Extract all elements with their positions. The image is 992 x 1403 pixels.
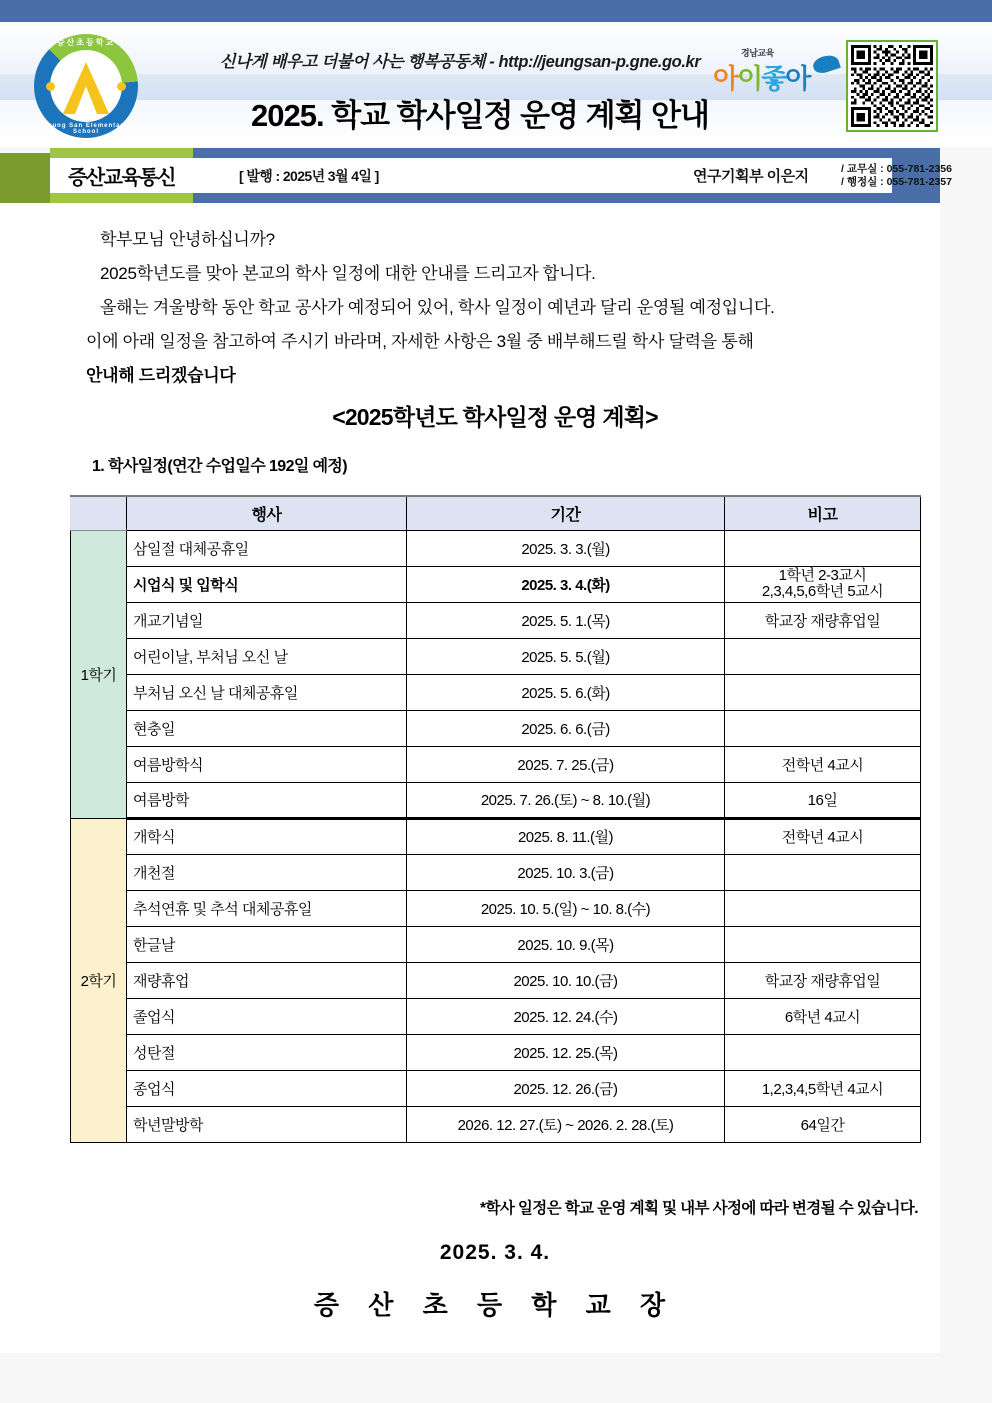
period-cell: 2025. 12. 26.(금)	[407, 1070, 725, 1106]
note-cell: 1,2,3,4,5학년 4교시	[725, 1070, 921, 1106]
section-label: 1. 학사일정(연간 수업일수 192일 예정)	[92, 458, 348, 475]
intro-line-1: 학부모님 안녕하십니까?	[100, 230, 275, 249]
event-name-cell: 시업식 및 입학식	[127, 566, 407, 602]
event-name-cell: 여름방학식	[127, 746, 407, 782]
phone-numbers	[841, 163, 952, 189]
newsletter-info	[193, 158, 952, 193]
gne-logo-word	[713, 57, 809, 96]
intro-line-2: 2025학년도를 맞아 본교의 학사 일정에 대한 안내를 드리고자 합니다.	[100, 264, 596, 283]
note-cell: 전학년 4교시	[725, 746, 921, 782]
qr-code-icon	[851, 45, 933, 127]
left-green-block	[0, 153, 50, 203]
period-cell: 2025. 5. 1.(목)	[407, 602, 725, 638]
note-cell	[725, 854, 921, 890]
event-name-cell: 개천절	[127, 854, 407, 890]
event-name-cell: 추석연휴 및 추석 대체공휴일	[127, 890, 407, 926]
table-row	[71, 998, 921, 1034]
period-cell: 2025. 6. 6.(금)	[407, 710, 725, 746]
note-cell	[725, 638, 921, 674]
event-name-cell: 부처님 오신 날 대체공휴일	[127, 674, 407, 710]
table-header-period: 기간	[407, 496, 725, 530]
issue-date: [ 발행 : 2025년 3월 4일 ]	[239, 167, 379, 184]
gne-char-1: 아	[713, 64, 738, 94]
note-line-2: 2,3,4,5,6학년 5교시	[761, 583, 884, 600]
table-row	[71, 674, 921, 710]
period-cell: 2025. 5. 5.(월)	[407, 638, 725, 674]
event-name-cell: 학년말방학	[127, 1106, 407, 1142]
emblem-dot-left	[46, 82, 55, 91]
period-cell: 2026. 12. 27.(토) ~ 2026. 2. 28.(토)	[407, 1106, 725, 1142]
event-name-cell: 졸업식	[127, 998, 407, 1034]
gne-char-2: 이	[737, 64, 762, 94]
table-row	[71, 1070, 921, 1106]
event-name-cell: 종업식	[127, 1070, 407, 1106]
table-row	[71, 782, 921, 818]
note-cell: 학교장 재량휴업일	[725, 962, 921, 998]
event-name-cell: 개교기념일	[127, 602, 407, 638]
event-name-cell: 여름방학	[127, 782, 407, 818]
plan-title: <2025학년도 학사일정 운영 계획>	[332, 404, 658, 430]
top-blue-strip	[0, 0, 992, 22]
period-cell: 2025. 10. 5.(일) ~ 10. 8.(수)	[407, 890, 725, 926]
note-cell: 6학년 4교시	[725, 998, 921, 1034]
emblem-mountain-notch	[75, 86, 97, 114]
signature-date: 2025. 3. 4.	[439, 1241, 551, 1264]
subbar-blue-top	[193, 148, 940, 158]
period-cell: 2025. 5. 6.(화)	[407, 674, 725, 710]
period-cell: 2025. 7. 26.(토) ~ 8. 10.(월)	[407, 782, 725, 818]
note-cell	[725, 530, 921, 566]
page-title: 2025. 학교 학사일정 운영 계획 안내	[251, 98, 709, 133]
table-row	[71, 962, 921, 998]
table-body	[71, 530, 921, 1142]
table-row	[71, 926, 921, 962]
gne-logo-subtitle: 경남교육	[741, 48, 774, 58]
gne-education-logo	[713, 46, 835, 102]
phone-admin: / 행정실 : 055-781-2357	[841, 175, 952, 188]
table-row	[71, 638, 921, 674]
period-cell: 2025. 8. 11.(월)	[407, 818, 725, 854]
note-cell	[725, 674, 921, 710]
intro-paragraphs	[86, 223, 916, 393]
event-name-cell: 개학식	[127, 818, 407, 854]
event-name-cell: 재량휴업	[127, 962, 407, 998]
table-row	[71, 854, 921, 890]
note-cell	[725, 710, 921, 746]
emblem-bottom-text: Jeung San Elementary School	[43, 123, 129, 135]
event-name-cell: 삼일절 대체공휴일	[127, 530, 407, 566]
note-cell	[725, 926, 921, 962]
table-row	[71, 530, 921, 566]
document-sheet	[50, 203, 940, 1353]
event-name-cell: 성탄절	[127, 1034, 407, 1070]
period-cell: 2025. 10. 3.(금)	[407, 854, 725, 890]
event-name-cell: 한글날	[127, 926, 407, 962]
school-emblem-icon	[34, 34, 138, 138]
signature-name: 증 산 초 등 학 교 장	[313, 1290, 677, 1320]
table-row	[71, 1034, 921, 1070]
table-row	[71, 1106, 921, 1142]
newsletter-nameplate: 증산교육통신	[50, 158, 193, 193]
note-cell: 전학년 4교시	[725, 818, 921, 854]
period-cell: 2025. 10. 9.(목)	[407, 926, 725, 962]
footnote: *학사 일정은 학교 운영 계획 및 내부 사정에 따라 변경될 수 있습니다.	[480, 1200, 918, 1217]
event-name-cell: 현충일	[127, 710, 407, 746]
table-head	[71, 496, 921, 530]
semester-label-cell: 2학기	[71, 818, 127, 1142]
subbar-blue-bottom	[193, 193, 940, 203]
subbar-green-bottom	[50, 193, 193, 203]
event-name-cell: 어린이날, 부처님 오신 날	[127, 638, 407, 674]
phone-office: / 교무실 : 055-781-2356	[841, 162, 952, 175]
subbar-green-top	[50, 148, 193, 158]
note-line-1: 1학년 2-3교시	[778, 567, 867, 584]
table-header-note: 비고	[725, 496, 921, 530]
table-header-event: 행사	[127, 496, 407, 530]
note-cell: 64일간	[725, 1106, 921, 1142]
period-cell: 2025. 3. 3.(월)	[407, 530, 725, 566]
table-row	[71, 710, 921, 746]
gne-char-3: 좋	[761, 64, 786, 94]
newsletter-subbar	[50, 148, 952, 203]
period-cell: 2025. 12. 25.(목)	[407, 1034, 725, 1070]
semester-label-cell: 1학기	[71, 530, 127, 818]
academic-calendar-table	[70, 495, 921, 1143]
left-margin	[0, 203, 50, 1353]
note-cell	[725, 1034, 921, 1070]
table-row	[71, 566, 921, 602]
table-row	[71, 602, 921, 638]
gne-logo-swoosh-icon	[811, 52, 841, 75]
intro-line-5: 안내해 드리겠습니다	[86, 366, 236, 385]
intro-line-4: 이에 아래 일정을 참고하여 주시기 바라며, 자세한 사항은 3월 중 배부해드릴 학사 달력을 통해	[86, 332, 754, 351]
masthead	[0, 22, 992, 147]
period-cell: 2025. 7. 25.(금)	[407, 746, 725, 782]
intro-line-3: 올해는 겨울방학 동안 학교 공사가 예정되어 있어, 학사 일정이 예년과 달리 운영될 예정입니다.	[100, 298, 775, 317]
department-contact: 연구기획부 이은지	[693, 168, 809, 185]
table-row	[71, 746, 921, 782]
note-cell	[725, 890, 921, 926]
table-header-corner	[71, 496, 127, 530]
qr-code-box	[846, 40, 938, 132]
note-cell: 학교장 재량휴업일	[725, 602, 921, 638]
table-header-row	[71, 496, 921, 530]
note-cell	[725, 566, 921, 602]
school-slogan: 신나게 배우고 더불어 사는 행복공동체 - http://jeungsan-p.gne.go.kr	[219, 53, 701, 71]
period-cell: 2025. 10. 10.(금)	[407, 962, 725, 998]
gne-char-4: 아	[785, 64, 810, 94]
table-row	[71, 890, 921, 926]
emblem-top-text: 증산초등학교	[56, 38, 116, 47]
period-cell: 2025. 3. 4.(화)	[407, 566, 725, 602]
emblem-dot-right	[117, 82, 126, 91]
note-cell: 16일	[725, 782, 921, 818]
period-cell: 2025. 12. 24.(수)	[407, 998, 725, 1034]
table-row	[71, 818, 921, 854]
